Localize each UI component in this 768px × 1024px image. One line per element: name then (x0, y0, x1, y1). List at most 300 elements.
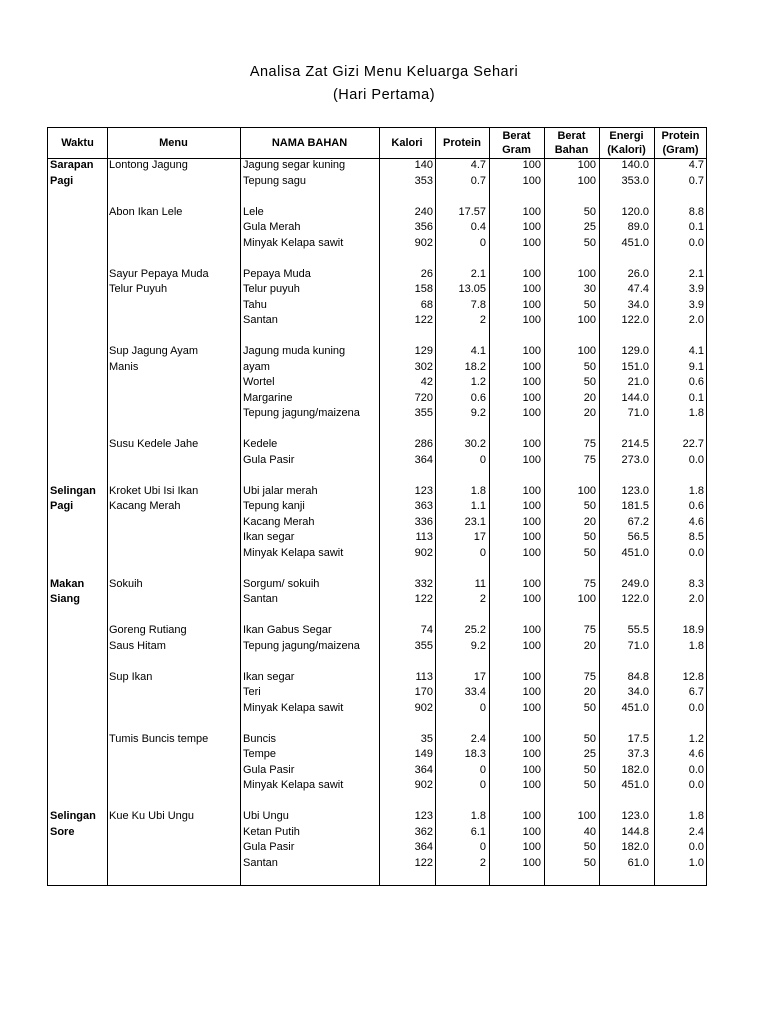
spacer-row (48, 561, 706, 577)
cell-berat-gram: 100 (522, 732, 541, 745)
header-waktu: Waktu (61, 137, 94, 149)
cell-kalori: 364 (414, 763, 433, 776)
cell-protein: 0 (479, 453, 486, 466)
cell-protein: 1.8 (470, 810, 486, 822)
cell-menu: Kue Ku Ubi Ungu (109, 810, 194, 822)
cell-protein: 1.2 (470, 376, 486, 388)
header-berat-gram: Berat Gram (502, 130, 531, 156)
cell-protein: 4.1 (470, 345, 486, 357)
cell-waktu: Pagi (50, 174, 74, 187)
cell-berat-bahan: 25 (583, 221, 596, 233)
cell-berat-gram: 100 (522, 391, 541, 404)
cell-berat-gram: 100 (522, 298, 541, 311)
cell-kalori: 364 (414, 453, 433, 466)
cell-energi: 17.5 (627, 732, 649, 745)
cell-protein: 13.05 (458, 283, 486, 295)
table-row (48, 313, 706, 329)
cell-protein: 4.7 (470, 159, 486, 171)
cell-waktu: Siang (50, 593, 80, 605)
cell-kalori: 26 (420, 267, 433, 280)
cell-berat-bahan: 100 (577, 174, 596, 187)
table-row (48, 453, 706, 469)
cell-energi: 451.0 (621, 236, 649, 249)
table-row (48, 406, 706, 422)
cell-protein-gram: 2.0 (688, 314, 704, 326)
cell-energi: 129.0 (621, 345, 649, 357)
cell-berat-bahan: 75 (583, 624, 596, 636)
cell-energi: 122.0 (621, 593, 649, 605)
header-protein-gram: Protein (Gram) (661, 130, 700, 156)
table-row (48, 267, 706, 283)
cell-protein-gram: 22.7 (682, 438, 704, 450)
cell-nama-bahan: Ubi jalar merah (243, 484, 318, 497)
cell-protein: 0 (479, 841, 486, 853)
cell-nama-bahan: Minyak Kelapa sawit (243, 546, 344, 559)
header-berat-bahan: Berat Bahan (554, 130, 589, 156)
cell-protein-gram: 2.4 (688, 825, 704, 838)
cell-kalori: 720 (414, 391, 433, 404)
table-row (48, 778, 706, 794)
header-protein: Protein (443, 137, 481, 149)
cell-protein-gram: 0.0 (688, 236, 704, 249)
cell-berat-gram: 100 (522, 779, 541, 791)
cell-berat-bahan: 20 (583, 407, 596, 419)
cell-berat-bahan: 75 (583, 577, 596, 590)
cell-kalori: 158 (414, 283, 433, 295)
cell-berat-bahan: 75 (583, 438, 596, 450)
cell-protein: 33.4 (464, 686, 486, 698)
cell-protein-gram: 4.6 (688, 515, 704, 528)
cell-berat-bahan: 100 (577, 810, 596, 822)
cell-nama-bahan: Tepung kanji (243, 500, 305, 512)
cell-berat-gram: 100 (522, 577, 541, 590)
cell-kalori: 902 (414, 779, 433, 791)
cell-protein-gram: 1.8 (688, 484, 704, 497)
table-row (48, 747, 706, 763)
cell-nama-bahan: Telur puyuh (243, 283, 300, 295)
cell-protein-gram: 0.0 (688, 779, 704, 791)
cell-menu: Manis (109, 360, 139, 373)
table-row (48, 623, 706, 639)
document-subtitle: (Hari Pertama) (332, 87, 436, 103)
cell-protein-gram: 0.1 (688, 221, 704, 233)
cell-protein: 2 (479, 314, 486, 326)
cell-nama-bahan: Margarine (243, 391, 293, 404)
cell-berat-gram: 100 (522, 484, 541, 497)
cell-protein-gram: 1.0 (688, 856, 704, 869)
cell-nama-bahan: Tempe (243, 748, 277, 760)
header-nama-bahan: NAMA BAHAN (271, 137, 348, 149)
cell-nama-bahan: Kedele (243, 438, 278, 450)
cell-berat-bahan: 50 (583, 779, 596, 791)
cell-protein-gram: 0.0 (688, 841, 704, 853)
cell-protein: 0 (479, 236, 486, 249)
cell-protein: 2 (479, 856, 486, 869)
cell-energi: 123.0 (621, 484, 649, 497)
table-row (48, 484, 706, 500)
spacer-row (48, 251, 706, 267)
header-kalori: Kalori (391, 137, 423, 149)
spacer-row (48, 189, 706, 205)
cell-berat-bahan: 100 (577, 345, 596, 357)
cell-nama-bahan: Gula Pasir (243, 763, 295, 776)
cell-energi: 123.0 (621, 810, 649, 822)
cell-berat-gram: 100 (522, 639, 541, 652)
cell-energi: 144.8 (621, 825, 649, 838)
cell-kalori: 123 (414, 484, 433, 497)
cell-kalori: 240 (414, 205, 433, 218)
cell-kalori: 353 (414, 174, 433, 187)
cell-nama-bahan: Lele (243, 205, 264, 218)
cell-menu: Sayur Pepaya Muda (109, 267, 209, 280)
cell-protein-gram: 4.7 (688, 159, 704, 171)
cell-berat-bahan: 50 (583, 531, 596, 543)
cell-energi: 84.8 (627, 670, 649, 683)
table-row (48, 360, 706, 376)
cell-kalori: 362 (414, 825, 433, 838)
cell-protein-gram: 6.7 (688, 686, 704, 698)
cell-protein: 2 (479, 593, 486, 605)
cell-nama-bahan: Minyak Kelapa sawit (243, 236, 344, 249)
cell-nama-bahan: Tepung jagung/maizena (243, 639, 360, 652)
table-row (48, 344, 706, 360)
cell-berat-bahan: 50 (583, 546, 596, 559)
cell-kalori: 140 (414, 159, 433, 171)
cell-energi: 61.0 (627, 856, 649, 869)
cell-energi: 214.5 (621, 438, 649, 450)
cell-protein: 6.1 (470, 825, 486, 838)
cell-energi: 37.3 (627, 748, 649, 760)
cell-protein-gram: 12.8 (682, 670, 704, 683)
cell-kalori: 336 (414, 515, 433, 528)
cell-berat-gram: 100 (522, 360, 541, 373)
cell-berat-gram: 100 (522, 174, 541, 187)
cell-berat-bahan: 50 (583, 236, 596, 249)
cell-kalori: 74 (420, 624, 433, 636)
cell-berat-bahan: 25 (583, 748, 596, 760)
cell-waktu: Selingan (50, 484, 96, 497)
cell-protein: 23.1 (464, 515, 486, 528)
cell-protein: 0 (479, 546, 486, 559)
cell-kalori: 122 (414, 856, 433, 869)
cell-energi: 71.0 (627, 639, 649, 652)
cell-menu: Sokuih (109, 577, 143, 590)
cell-nama-bahan: Tahu (243, 298, 267, 311)
table-row (48, 236, 706, 252)
cell-protein-gram: 18.9 (682, 624, 704, 636)
cell-protein: 18.3 (464, 748, 486, 760)
cell-nama-bahan: Jagung segar kuning (243, 159, 346, 171)
cell-waktu: Sarapan (50, 159, 94, 171)
cell-kalori: 113 (415, 531, 433, 543)
cell-berat-bahan: 20 (583, 639, 596, 652)
cell-energi: 353.0 (621, 174, 649, 187)
cell-nama-bahan: Santan (243, 593, 278, 605)
cell-kalori: 363 (414, 500, 433, 512)
cell-kalori: 286 (414, 438, 433, 450)
cell-berat-bahan: 75 (583, 453, 596, 466)
cell-nama-bahan: Gula Pasir (243, 453, 295, 466)
document-title: Analisa Zat Gizi Menu Keluarga Sehari (249, 64, 519, 80)
cell-nama-bahan: Minyak Kelapa sawit (243, 701, 344, 714)
table-row (48, 592, 706, 608)
cell-protein-gram: 0.0 (688, 546, 704, 559)
cell-energi: 34.0 (627, 298, 649, 311)
cell-protein: 25.2 (464, 624, 486, 636)
cell-energi: 144.0 (621, 391, 649, 404)
spacer-row (48, 654, 706, 670)
cell-kalori: 149 (414, 748, 433, 760)
cell-kalori: 35 (420, 732, 433, 745)
cell-nama-bahan: Ikan segar (243, 670, 295, 683)
cell-kalori: 68 (420, 298, 433, 311)
cell-protein: 2.1 (470, 267, 486, 280)
cell-energi: 451.0 (621, 779, 649, 791)
cell-nama-bahan: Pepaya Muda (243, 267, 311, 280)
table-row (48, 685, 706, 701)
header-menu: Menu (159, 137, 188, 149)
cell-protein: 9.2 (470, 639, 486, 652)
cell-protein: 0.6 (470, 391, 486, 404)
table-row (48, 701, 706, 717)
cell-berat-bahan: 50 (583, 500, 596, 512)
table-row (48, 577, 706, 593)
cell-berat-gram: 100 (522, 267, 541, 280)
cell-berat-gram: 100 (522, 453, 541, 466)
cell-berat-gram: 100 (522, 686, 541, 698)
cell-menu: Kacang Merah (109, 500, 181, 512)
cell-berat-gram: 100 (522, 205, 541, 218)
cell-kalori: 902 (414, 701, 433, 714)
cell-berat-gram: 100 (522, 159, 541, 171)
table-row (48, 220, 706, 236)
cell-kalori: 123 (414, 810, 433, 822)
cell-berat-bahan: 100 (577, 267, 596, 280)
cell-berat-gram: 100 (522, 283, 541, 295)
cell-protein: 7.8 (470, 298, 486, 311)
cell-kalori: 355 (414, 407, 433, 419)
cell-menu: Saus Hitam (109, 639, 166, 652)
cell-berat-bahan: 50 (583, 701, 596, 714)
cell-protein: 2.4 (470, 732, 486, 745)
cell-berat-bahan: 50 (583, 205, 596, 218)
table-row (48, 763, 706, 779)
cell-nama-bahan: Gula Merah (243, 221, 301, 233)
cell-protein-gram: 1.8 (688, 639, 704, 652)
cell-energi: 47.4 (627, 283, 649, 295)
cell-protein-gram: 1.8 (688, 810, 704, 822)
cell-menu: Tumis Buncis tempe (109, 732, 209, 745)
cell-menu: Goreng Rutiang (109, 624, 187, 636)
cell-waktu: Makan (50, 577, 85, 590)
cell-berat-gram: 100 (522, 407, 541, 419)
cell-energi: 451.0 (621, 546, 649, 559)
cell-berat-gram: 100 (522, 221, 541, 233)
cell-nama-bahan: Sorgum/ sokuih (243, 577, 320, 590)
table-row (48, 375, 706, 391)
cell-energi: 34.0 (627, 686, 649, 698)
cell-energi: 249.0 (621, 577, 649, 590)
cell-berat-bahan: 100 (577, 484, 596, 497)
cell-protein: 0.4 (470, 221, 486, 233)
cell-menu: Sup Ikan (109, 670, 153, 683)
cell-protein-gram: 8.8 (688, 205, 704, 218)
table-row (48, 840, 706, 856)
table-row (48, 639, 706, 655)
cell-energi: 21.0 (627, 376, 649, 388)
cell-berat-gram: 100 (522, 500, 541, 512)
table-row (48, 282, 706, 298)
cell-nama-bahan: Tepung sagu (243, 174, 306, 187)
cell-protein-gram: 8.5 (688, 531, 704, 543)
cell-protein-gram: 1.8 (688, 407, 704, 419)
cell-protein: 30.2 (464, 438, 486, 450)
cell-kalori: 122 (414, 593, 433, 605)
cell-protein-gram: 0.0 (688, 453, 704, 466)
cell-nama-bahan: Tepung jagung/maizena (243, 407, 360, 419)
cell-berat-gram: 100 (522, 546, 541, 559)
table-row (48, 499, 706, 515)
cell-nama-bahan: Santan (243, 314, 278, 326)
cell-berat-gram: 100 (522, 670, 541, 683)
spacer-row (48, 422, 706, 438)
cell-berat-bahan: 30 (583, 283, 596, 295)
cell-protein: 1.1 (470, 500, 486, 512)
cell-waktu: Pagi (50, 500, 74, 512)
cell-kalori: 902 (414, 236, 433, 249)
cell-energi: 67.2 (627, 515, 649, 528)
cell-kalori: 355 (414, 639, 433, 652)
table-row (48, 174, 706, 190)
table-row (48, 205, 706, 221)
spacer-row (48, 608, 706, 624)
cell-menu: Telur Puyuh (109, 283, 168, 295)
cell-waktu: Sore (50, 825, 75, 838)
cell-protein-gram: 0.6 (688, 500, 704, 512)
header-energi: Energi (Kalori) (607, 130, 646, 156)
cell-protein: 9.2 (470, 407, 486, 419)
cell-berat-bahan: 75 (583, 670, 596, 683)
cell-protein: 17 (473, 531, 486, 543)
cell-protein-gram: 1.2 (688, 732, 704, 745)
cell-berat-gram: 100 (522, 748, 541, 760)
table-row (48, 515, 706, 531)
cell-berat-gram: 100 (522, 345, 541, 357)
cell-berat-bahan: 100 (577, 314, 596, 326)
spacer-row (48, 794, 706, 810)
cell-berat-gram: 100 (522, 810, 541, 822)
cell-protein: 0 (479, 779, 486, 791)
cell-berat-bahan: 50 (583, 732, 596, 745)
table-row (48, 732, 706, 748)
cell-energi: 151.0 (621, 360, 649, 373)
cell-protein: 11 (474, 577, 486, 590)
cell-energi: 182.0 (621, 763, 649, 776)
cell-berat-gram: 100 (522, 701, 541, 714)
cell-nama-bahan: Santan (243, 856, 278, 869)
cell-energi: 122.0 (621, 314, 649, 326)
cell-protein: 1.8 (470, 484, 486, 497)
cell-berat-bahan: 20 (583, 686, 596, 698)
cell-nama-bahan: Ubi Ungu (243, 810, 289, 822)
cell-protein: 0.7 (470, 174, 486, 187)
cell-nama-bahan: Ikan segar (243, 531, 295, 543)
cell-kalori: 129 (414, 345, 433, 357)
cell-berat-bahan: 50 (583, 841, 596, 853)
cell-energi: 182.0 (621, 841, 649, 853)
cell-protein: 17 (473, 670, 486, 683)
cell-menu: Abon Ikan Lele (109, 205, 183, 218)
cell-berat-gram: 100 (522, 841, 541, 853)
cell-energi: 451.0 (621, 701, 649, 714)
table-row (48, 437, 706, 453)
table-row (48, 298, 706, 314)
cell-berat-gram: 100 (522, 624, 541, 636)
table-row (48, 856, 706, 872)
cell-berat-gram: 100 (522, 314, 541, 326)
cell-nama-bahan: Teri (243, 686, 261, 698)
cell-protein-gram: 2.1 (688, 267, 704, 280)
cell-energi: 140.0 (621, 159, 649, 171)
table-row (48, 670, 706, 686)
cell-waktu: Selingan (50, 810, 96, 822)
spacer-row (48, 329, 706, 345)
cell-protein-gram: 4.1 (688, 345, 704, 357)
cell-berat-gram: 100 (522, 763, 541, 776)
cell-berat-bahan: 50 (583, 763, 596, 776)
cell-menu: Sup Jagung Ayam (109, 345, 199, 357)
cell-protein-gram: 4.6 (688, 748, 704, 760)
cell-protein-gram: 0.7 (688, 174, 704, 187)
cell-nama-bahan: Ikan Gabus Segar (243, 624, 332, 636)
table-row (48, 546, 706, 562)
cell-protein-gram: 0.6 (688, 376, 704, 388)
cell-protein-gram: 9.1 (688, 360, 704, 373)
cell-menu: Kroket Ubi Isi Ikan (109, 484, 199, 497)
cell-berat-gram: 100 (522, 593, 541, 605)
cell-berat-gram: 100 (522, 825, 541, 838)
cell-berat-gram: 100 (522, 376, 541, 388)
cell-berat-bahan: 50 (583, 360, 596, 373)
cell-kalori: 902 (414, 546, 433, 559)
cell-nama-bahan: Ketan Putih (243, 825, 300, 838)
cell-berat-bahan: 20 (583, 515, 596, 528)
cell-berat-gram: 100 (522, 236, 541, 249)
cell-berat-gram: 100 (522, 531, 541, 543)
cell-protein: 18.2 (464, 360, 486, 373)
cell-energi: 89.0 (627, 221, 649, 233)
cell-berat-gram: 100 (522, 515, 541, 528)
spacer-row (48, 716, 706, 732)
cell-protein: 0 (479, 701, 486, 714)
table-body (48, 158, 706, 871)
cell-energi: 71.0 (627, 407, 649, 419)
cell-nama-bahan: Gula Pasir (243, 841, 295, 853)
cell-protein-gram: 8.3 (688, 577, 704, 590)
cell-kalori: 332 (414, 577, 433, 590)
cell-nama-bahan: Kacang Merah (243, 515, 315, 528)
cell-kalori: 122 (414, 314, 433, 326)
table-row (48, 809, 706, 825)
cell-energi: 56.5 (627, 531, 649, 543)
cell-berat-bahan: 100 (577, 159, 596, 171)
cell-energi: 273.0 (621, 453, 649, 466)
cell-berat-gram: 100 (522, 438, 541, 450)
cell-energi: 26.0 (627, 267, 649, 280)
cell-nama-bahan: ayam (243, 360, 270, 373)
table-row (48, 158, 706, 174)
cell-nama-bahan: Buncis (243, 732, 277, 745)
